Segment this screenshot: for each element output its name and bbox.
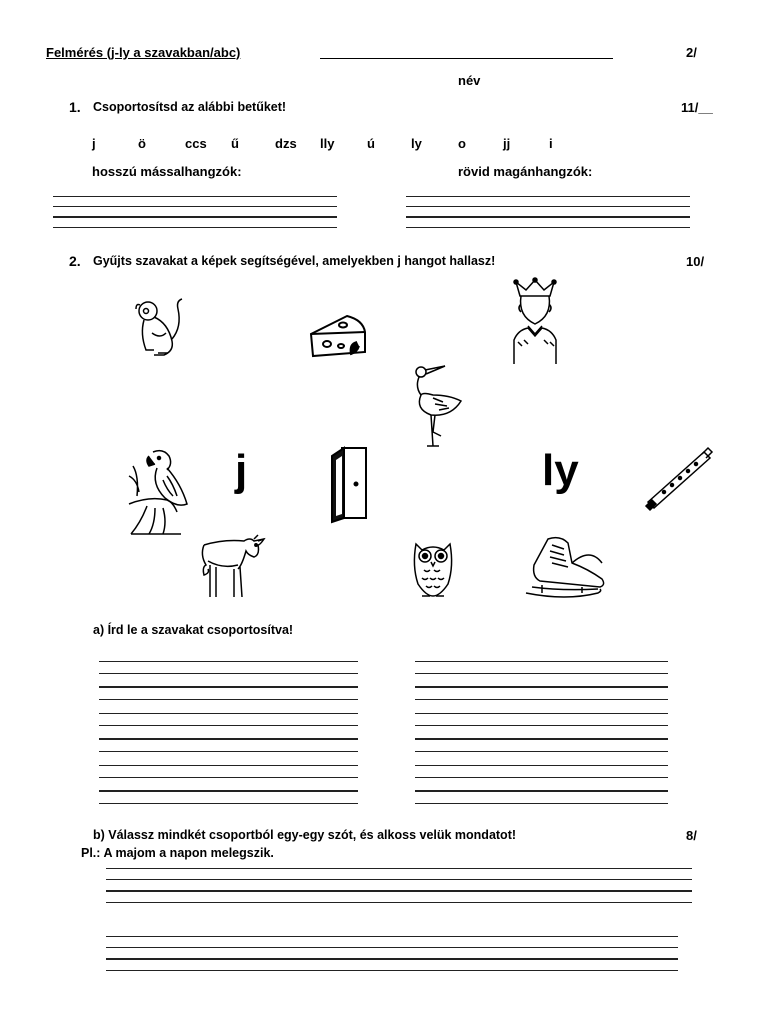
door-icon [330, 446, 370, 522]
letter-item: i [549, 136, 553, 151]
letter-item: lly [320, 136, 335, 151]
stork-icon [405, 362, 467, 448]
writing-lines-short-vowels[interactable] [406, 192, 690, 238]
center-letter-ly: ly [542, 446, 579, 495]
writing-lines-ly-group[interactable] [415, 657, 668, 807]
part-b-instruction: b) Válassz mindkét csoportból egy-egy szót, és alkoss velük mondatot! [93, 828, 517, 842]
task1-number: 1. [69, 99, 81, 115]
letter-item: ű [231, 136, 239, 151]
cow-icon [200, 531, 268, 601]
group-label-short-vowels: rövid magánhangzók: [458, 164, 593, 179]
parrot-icon [127, 446, 189, 536]
letter-item: ccs [185, 136, 207, 151]
letter-item: jj [503, 136, 511, 151]
letter-item: ö [138, 136, 146, 151]
task1-score: 11/__ [681, 100, 713, 115]
writing-lines-long-consonants[interactable] [53, 192, 337, 238]
cheese-icon [307, 312, 369, 360]
task2-score: 10/ [686, 254, 705, 269]
ice-skate-icon [522, 535, 608, 605]
owl-icon [410, 536, 456, 600]
name-input-line[interactable] [320, 58, 613, 59]
letter-item: j [92, 136, 96, 151]
part-b-score: 8/ [686, 828, 697, 843]
group-label-long-consonants: hosszú mássalhangzók: [92, 164, 242, 179]
task2-number: 2. [69, 253, 81, 269]
monkey-icon [132, 293, 190, 359]
king-icon [510, 278, 560, 366]
task2-instruction: Gyűjts szavakat a képek segítségével, amelyekben j hangot hallasz! [93, 254, 496, 268]
writing-lines-sentence-2[interactable] [106, 932, 678, 978]
letter-item: ly [411, 136, 422, 151]
center-letter-j: j [235, 446, 248, 495]
name-label: név [458, 73, 481, 88]
writing-lines-sentence-1[interactable] [106, 864, 692, 910]
letter-item: dzs [275, 136, 297, 151]
letter-item: o [458, 136, 466, 151]
letter-item: ú [367, 136, 375, 151]
flute-icon [642, 446, 714, 512]
page-title: Felmérés (j-ly a szavakban/abc) [46, 45, 241, 60]
example-sentence: Pl.: A majom a napon melegszik. [81, 846, 274, 860]
part-a-instruction: a) Írd le a szavakat csoportosítva! [93, 623, 294, 637]
header-score: 2/ [686, 45, 697, 60]
writing-lines-j-group[interactable] [99, 657, 358, 807]
task1-instruction: Csoportosítsd az alábbi betűket! [93, 100, 287, 114]
